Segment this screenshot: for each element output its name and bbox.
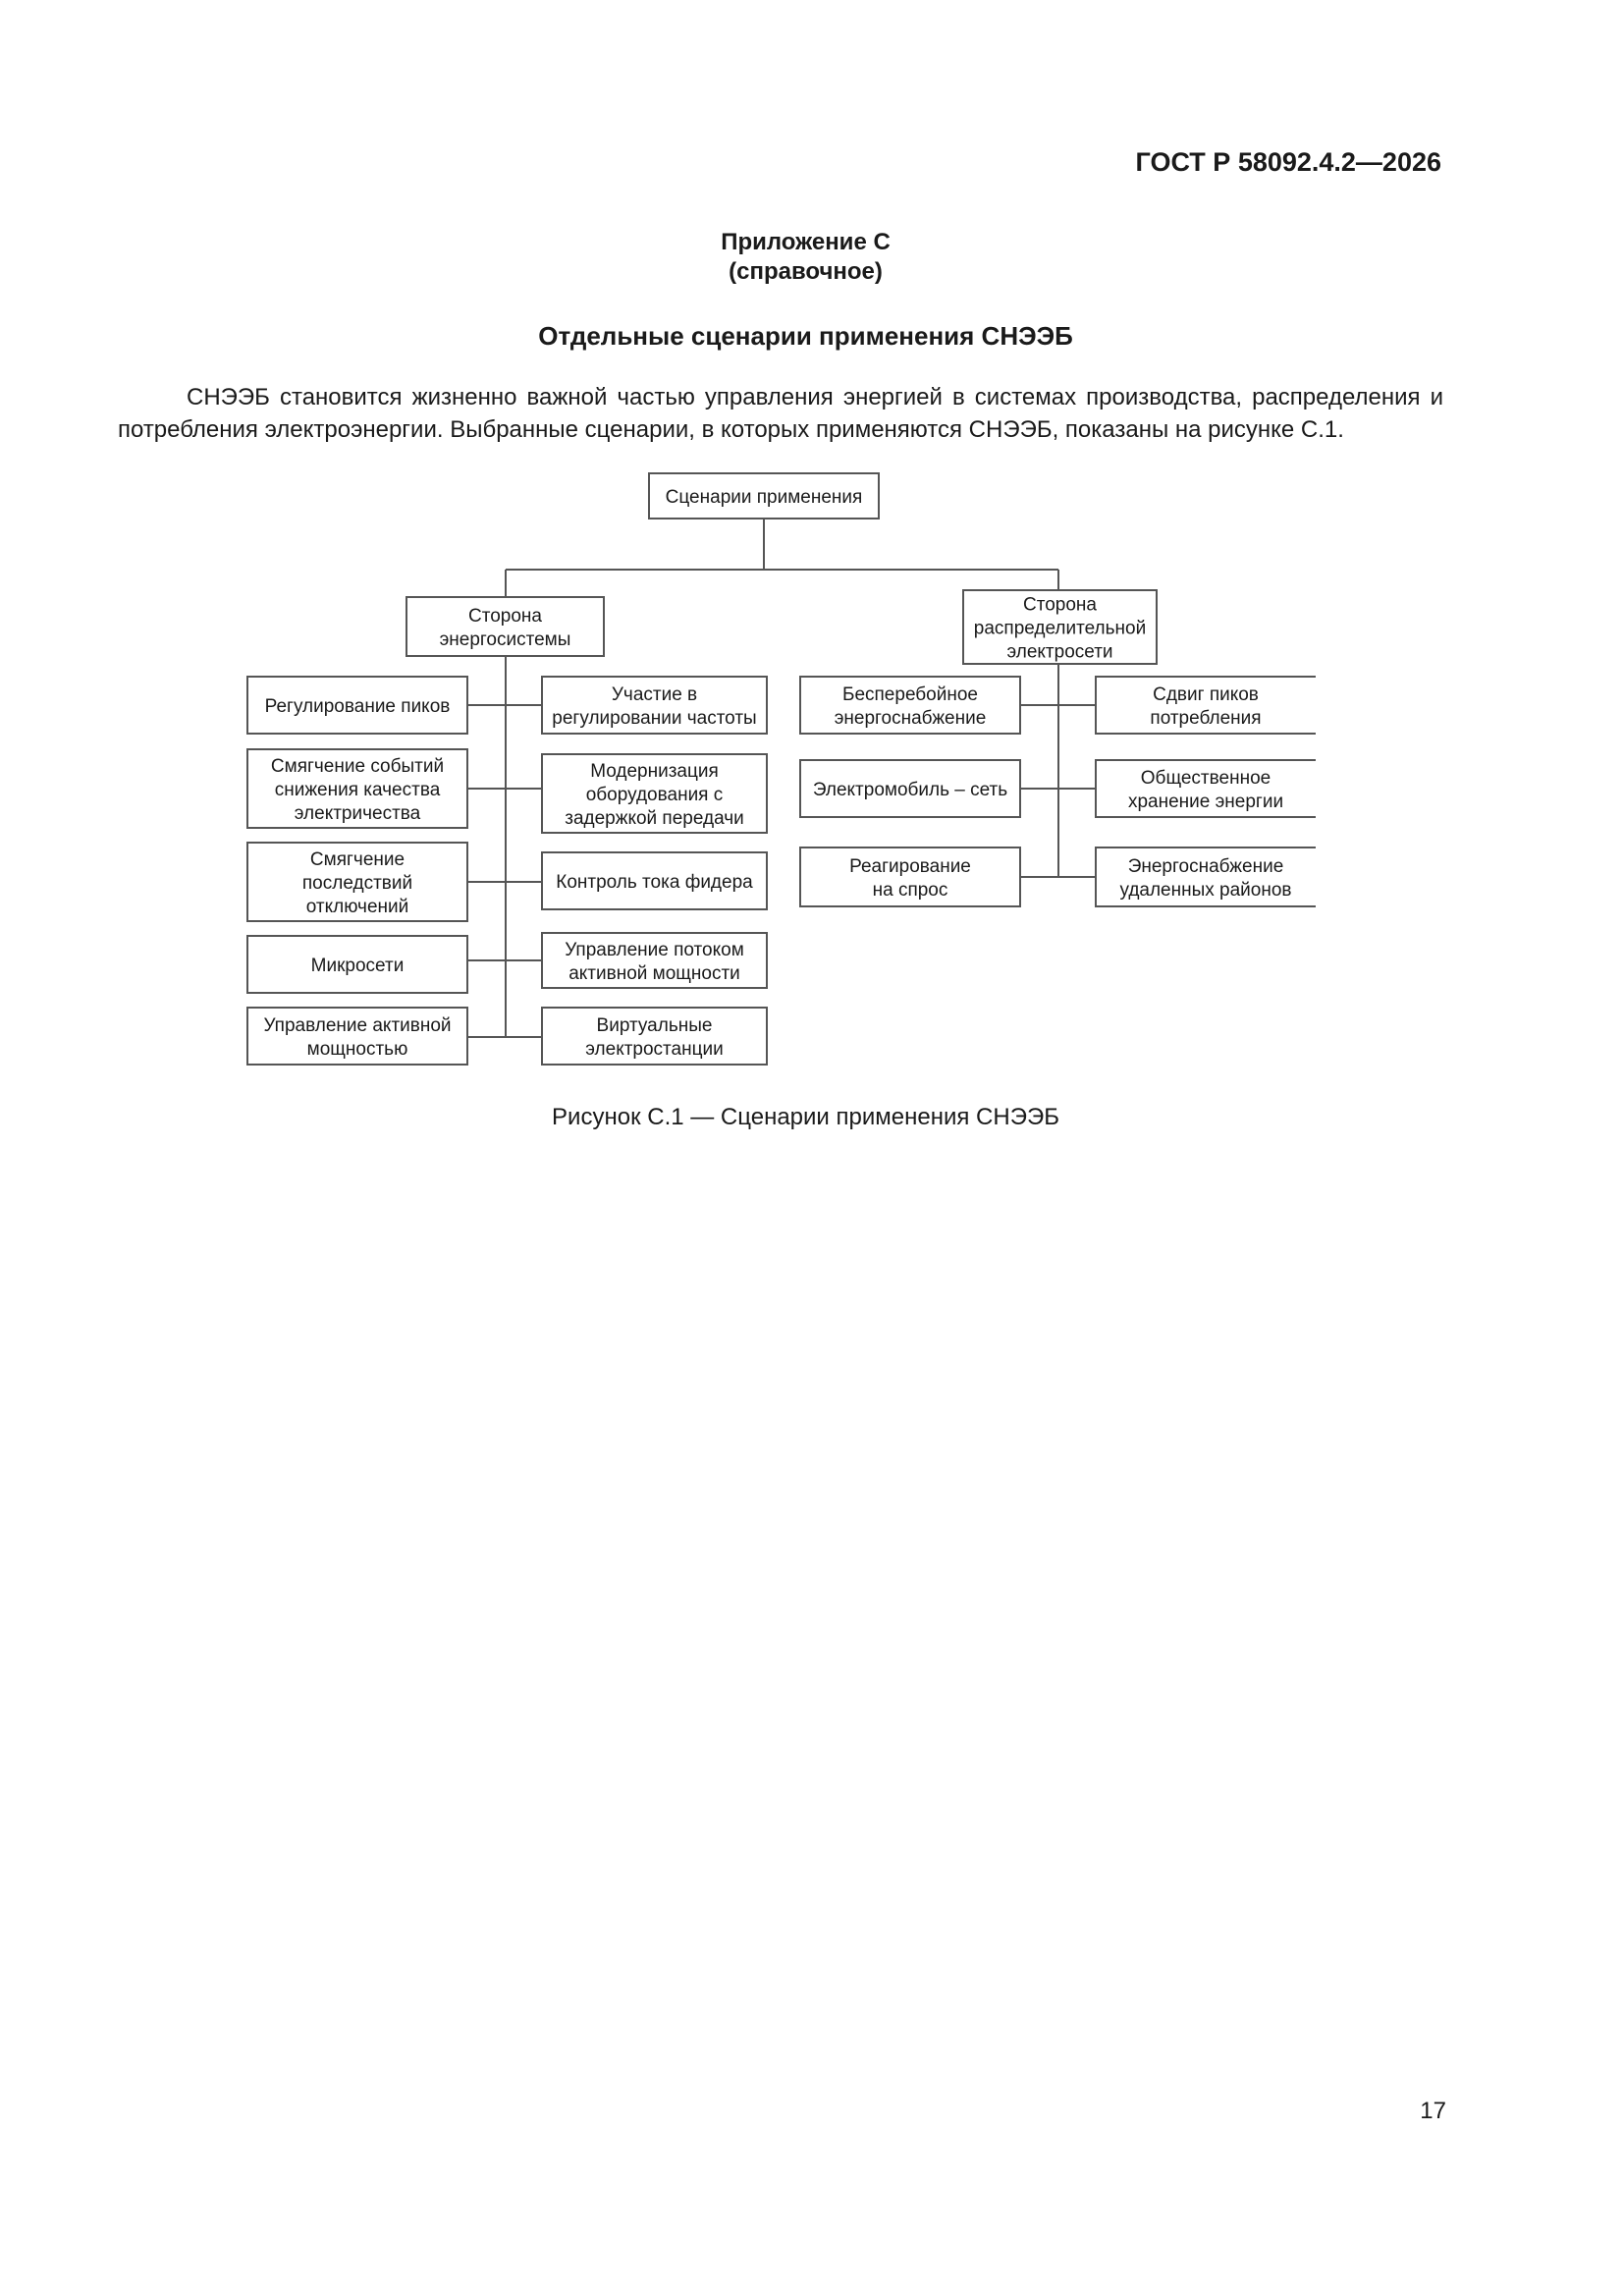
svg-text:Виртуальныеэлектростанции: Виртуальные электростанции [585,1015,724,1060]
svg-text:Сдвиг пиковпотребления: Сдвиг пиков потребления [1150,684,1262,729]
appendix-subtitle: (справочное) [729,258,883,285]
svg-text:Микросети: Микросети [310,956,405,976]
svg-text:Модернизацияоборудования сзаде: Модернизация оборудования с задержкой передачи [565,761,744,829]
svg-text:Управление потокомактивной мощ: Управление потоком активной мощности [565,940,744,984]
svg-text:Смягчение событийснижения каче: Смягчение событий снижения качества электричества [270,756,445,824]
distribution-scenario-right [1096,847,1316,906]
svg-text:Сторонаэнергосистемы: Сторона энергосистемы [439,606,571,650]
root-box-scenarios [649,473,879,519]
power-system-scenario-right [542,677,767,734]
distribution-scenario-right [1096,677,1316,734]
power-system-scenario-left [247,677,467,734]
page-number: 17 [1420,2098,1446,2124]
section-title: Отдельные сценарии применения СНЭЭБ [538,321,1073,351]
svg-text:Контроль тока фидера: Контроль тока фидера [556,872,753,893]
svg-text:Смягчениепоследствийотключений: Смягчение последствий отключений [301,849,413,917]
intro-paragraph: СНЭЭБ становится жизненно важной частью управления энергией в системах производства, распределения и потребления электроэнергии. Выбранные сценарии, в которых применяются СНЭЭБ, показаны на рисунке С.1. [118,384,1443,443]
document-code: ГОСТ Р 58092.4.2—2026 [1135,147,1441,177]
power-system-scenario-right [542,933,767,988]
power-system-scenario-right [542,1008,767,1065]
svg-text:Электромобиль – сеть: Электромобиль – сеть [812,780,1008,800]
distribution-scenario-left [800,847,1020,906]
power-system-scenario-left [247,843,467,921]
svg-text:Бесперебойноеэнергоснабжение: Бесперебойное энергоснабжение [834,684,987,729]
svg-text:Сценарии применения: Сценарии применения [665,487,863,508]
appendix-title: Приложение С [721,229,891,255]
svg-text:Сторонараспределительнойэлектр: Сторона распределительной электросети [973,594,1147,663]
power-system-scenario-right [542,852,767,909]
svg-text:Общественноехранение энергии: Общественное хранение энергии [1127,768,1284,812]
power-system-scenario-left [247,749,467,828]
distribution-scenario-left [800,677,1020,734]
svg-text:Участие врегулировании частоты: Участие в регулировании частоты [552,684,757,729]
power-system-scenario-right [542,754,767,833]
distribution-scenario-left [800,760,1020,817]
figure-caption: Рисунок С.1 — Сценарии применения СНЭЭБ [552,1104,1059,1130]
branch-distribution [963,590,1157,664]
svg-text:Регулирование пиков: Регулирование пиков [264,696,451,717]
svg-text:Управление активноймощностью: Управление активной мощностью [263,1015,452,1060]
power-system-scenario-left [247,936,467,993]
power-system-scenario-left [247,1008,467,1065]
branch-power-system [406,597,604,656]
scenarios-diagram [0,0,1623,1080]
distribution-scenario-right [1096,760,1316,817]
svg-text:Реагированиена спрос: Реагирование на спрос [849,856,971,901]
svg-text:Энергоснабжениеудаленных район: Энергоснабжение удаленных районов [1119,856,1292,901]
